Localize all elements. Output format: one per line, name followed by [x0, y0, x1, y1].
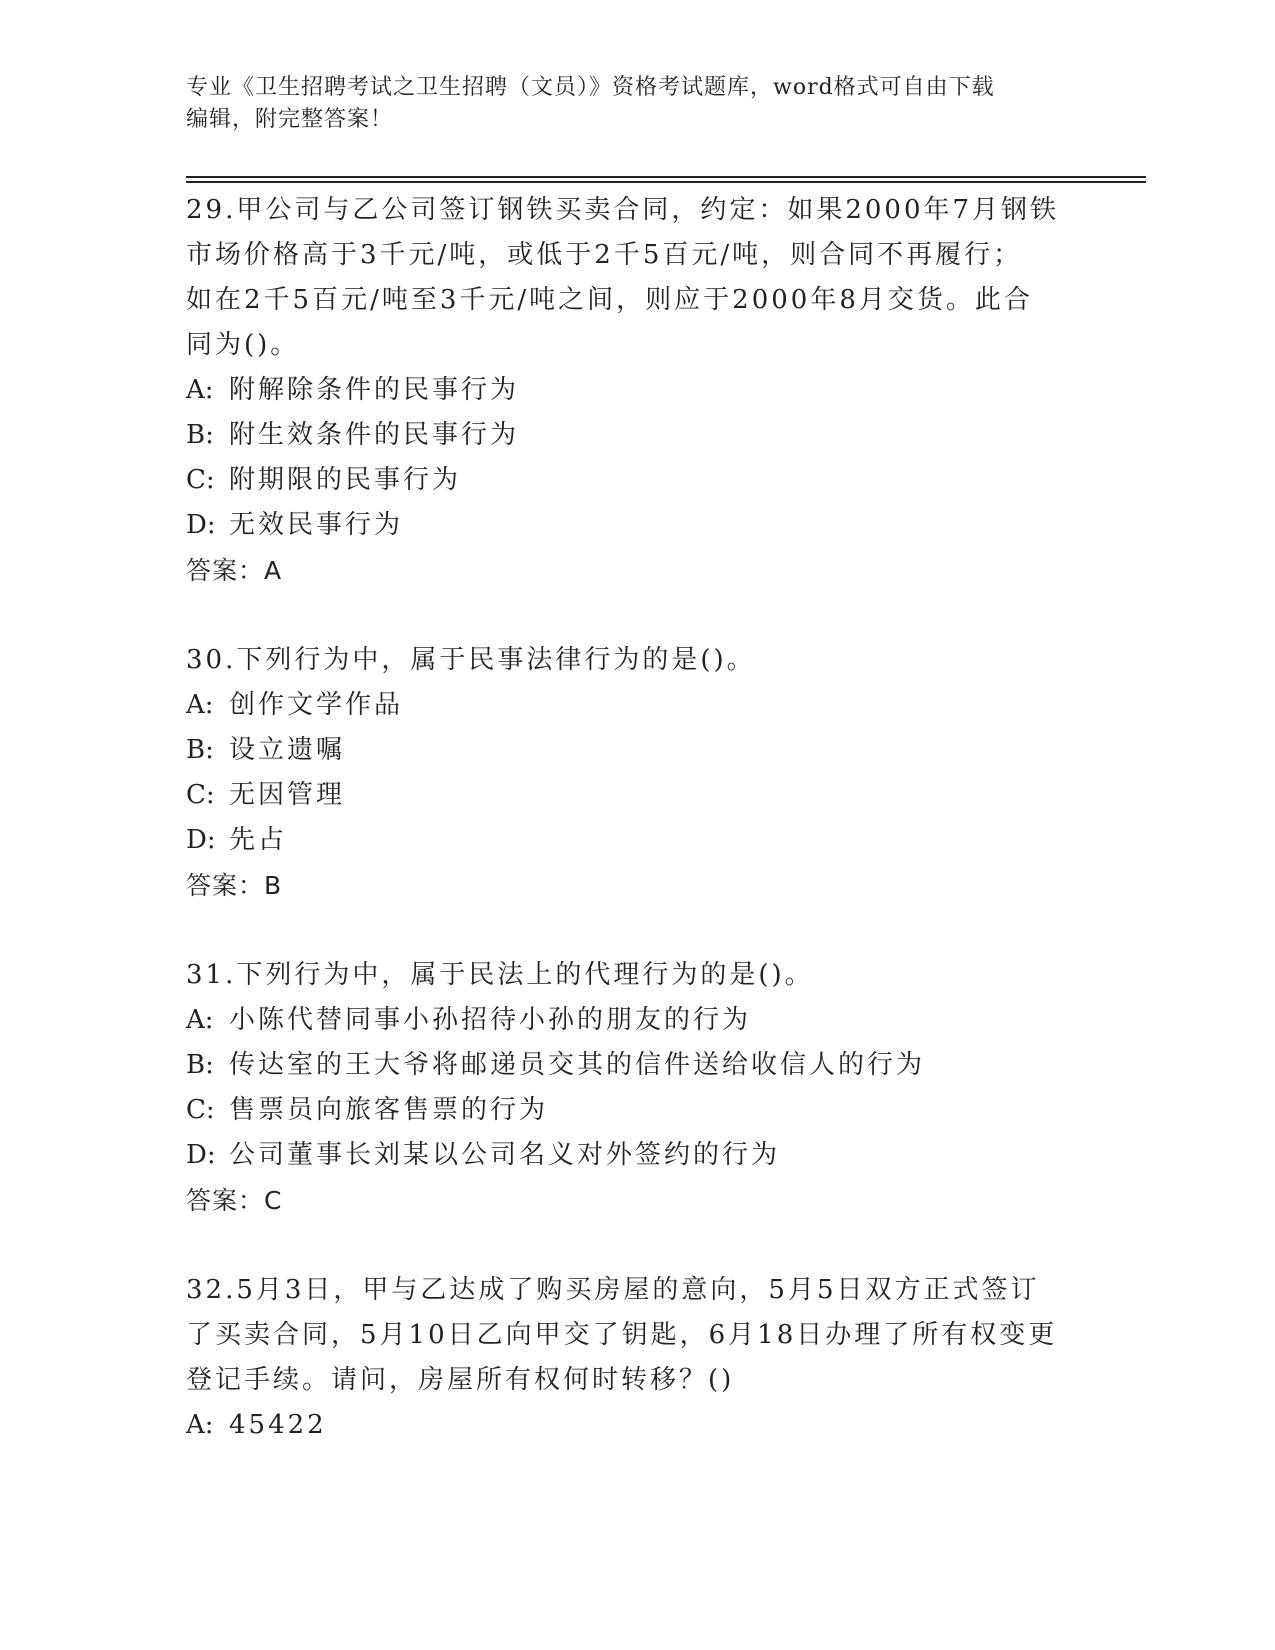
- option-letter: A:: [186, 1410, 214, 1440]
- option-text: 无因管理: [229, 780, 346, 810]
- question-text-line: 如在2千5百元/吨至3千元/吨之间，则应于2000年8月交货。此合: [186, 285, 1033, 315]
- question-31: [186, 953, 1086, 1223]
- header-divider-thick: [186, 176, 1146, 178]
- option-text: 附解除条件的民事行为: [229, 375, 520, 405]
- question-text-line: 29.甲公司与乙公司签订钢铁买卖合同，约定：如果2000年7月钢铁: [186, 195, 1060, 225]
- option-text: 创作文学作品: [229, 690, 404, 720]
- option-c: [186, 458, 1086, 503]
- question-32: [186, 1268, 1086, 1448]
- question-text-line: 了买卖合同，5月10日乙向甲交了钥匙，6月18日办理了所有权变更: [186, 1320, 1058, 1350]
- option-d: [186, 1133, 1086, 1178]
- option-text: 售票员向旅客售票的行为: [229, 1095, 549, 1125]
- question-text-line: 32.5月3日，甲与乙达成了购买房屋的意向，5月5日双方正式签订: [186, 1275, 1040, 1305]
- option-letter: A:: [186, 690, 214, 720]
- question-text-line: 31.下列行为中，属于民法上的代理行为的是()。: [186, 960, 814, 990]
- option-text: 附期限的民事行为: [229, 465, 462, 495]
- question-text-line: 30.下列行为中，属于民事法律行为的是()。: [186, 645, 756, 675]
- option-letter: B:: [186, 1050, 214, 1080]
- answer-line: 答案：B: [186, 871, 283, 900]
- option-d: [186, 818, 1086, 863]
- option-letter: A:: [186, 1005, 214, 1035]
- answer-line: 答案：A: [186, 556, 283, 585]
- document-header: [186, 72, 1086, 136]
- option-c: [186, 773, 1086, 818]
- option-text: 设立遗嘱: [229, 735, 346, 765]
- question-text-line: 市场价格高于3千元/吨，或低于2千5百元/吨，则合同不再履行；: [186, 240, 1023, 270]
- option-text: 45422: [229, 1410, 327, 1440]
- option-letter: D:: [186, 825, 216, 855]
- option-a: [186, 368, 1086, 413]
- question-30: [186, 638, 1086, 908]
- option-letter: C:: [186, 780, 215, 810]
- option-text: 先占: [229, 825, 288, 855]
- option-letter: C:: [186, 465, 215, 495]
- option-letter: A:: [186, 375, 214, 405]
- question-text-line: 同为()。: [186, 330, 300, 360]
- option-text: 传达室的王大爷将邮递员交其的信件送给收信人的行为: [229, 1050, 926, 1080]
- question-list: [186, 188, 1086, 1448]
- header-line-2: 编辑，附完整答案！: [186, 107, 394, 132]
- answer-line: 答案：C: [186, 1186, 283, 1215]
- question-text-line: 登记手续。请问，房屋所有权何时转移？(): [186, 1365, 735, 1395]
- option-text: 公司董事长刘某以公司名义对外签约的行为: [229, 1140, 781, 1170]
- option-a: [186, 998, 1086, 1043]
- option-letter: D:: [186, 510, 216, 540]
- option-a: [186, 1403, 1086, 1448]
- option-text: 无效民事行为: [229, 510, 404, 540]
- header-divider-thin: [186, 181, 1146, 183]
- option-letter: B:: [186, 735, 214, 765]
- option-text: 附生效条件的民事行为: [229, 420, 520, 450]
- header-line-1: 专业《卫生招聘考试之卫生招聘（文员）》资格考试题库，word格式可自由下载: [186, 75, 995, 100]
- option-a: [186, 683, 1086, 728]
- option-letter: B:: [186, 420, 214, 450]
- option-text: 小陈代替同事小孙招待小孙的朋友的行为: [229, 1005, 752, 1035]
- option-letter: D:: [186, 1140, 216, 1170]
- option-d: [186, 503, 1086, 548]
- option-letter: C:: [186, 1095, 215, 1125]
- option-b: [186, 728, 1086, 773]
- option-b: [186, 413, 1086, 458]
- option-b: [186, 1043, 1086, 1088]
- question-29: [186, 188, 1086, 593]
- option-c: [186, 1088, 1086, 1133]
